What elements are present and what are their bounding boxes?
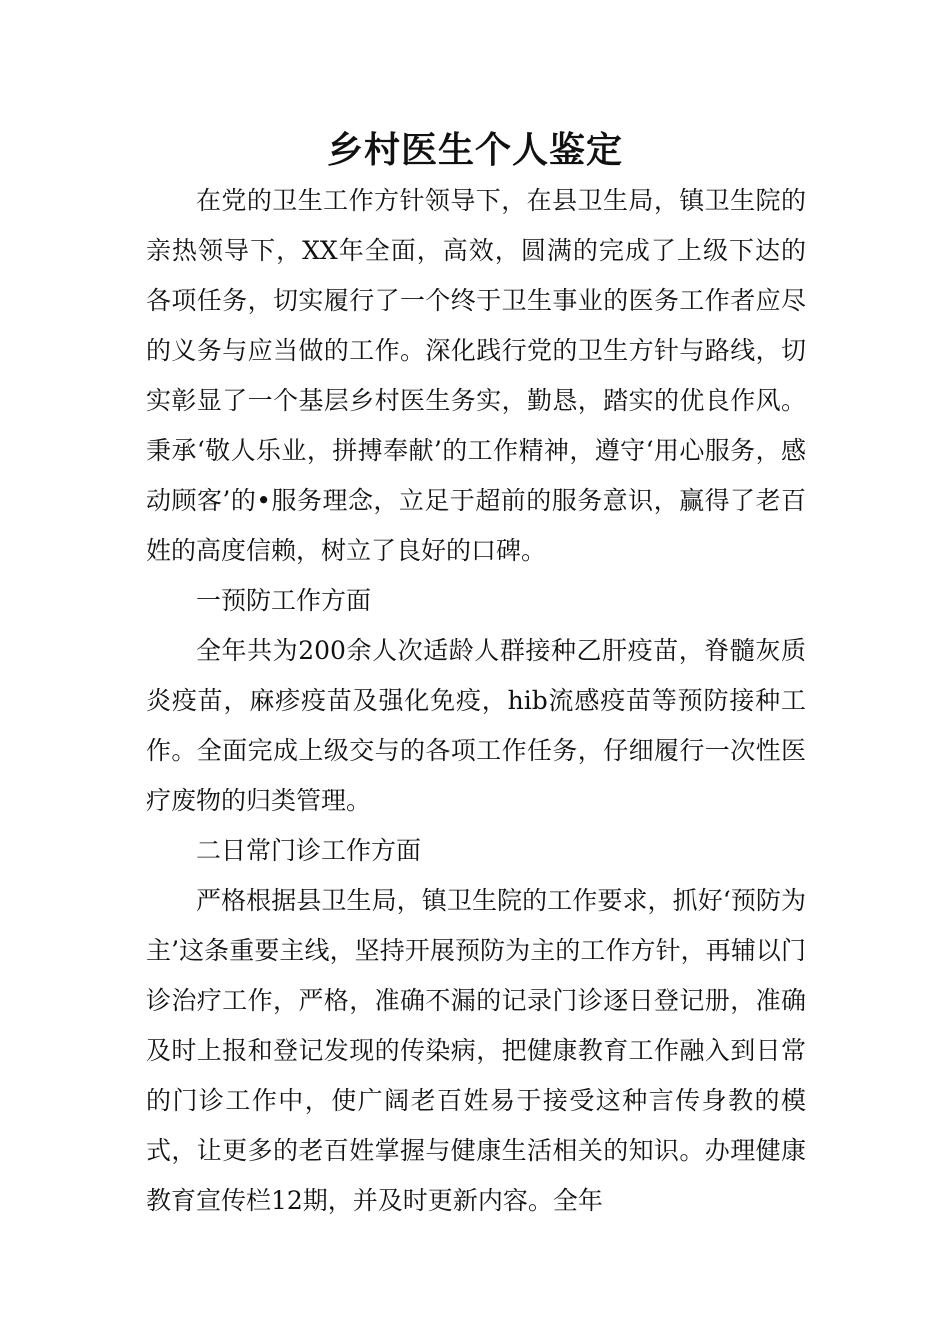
page-title: 乡村医生个人鉴定 [326,129,623,171]
document-body [146,176,806,1226]
paragraph-intro: 在党的卫生工作方针领导下，在县卫生局，镇卫生院的亲热领导下，XX年全面，高效，圆满的完成了上级下达的各项任务，切实履行了一个终于卫生事业的医务工作者应尽的义务与应当做的工作。深化践行党的卫生方针与路线，切实彰显了一个基层乡村医生务实，勤恳，踏实的优良作风。秉承‘敬人乐业，拼搏奉献’的工作精神，遵守‘用心服务，感动顾客’的•服务理念，立足于超前的服务意识，赢得了老百姓的高度信赖，树立了良好的口碑。 [146,186,806,565]
paragraph-prevention: 全年共为200余人次适龄人群接种乙肝疫苗，脊髓灰质炎疫苗，麻疹疫苗及强化免疫，hib流感疫苗等预防接种工作。全面完成上级交与的各项工作任务，仔细履行一次性医疗废物的归类管理。 [146,636,806,815]
section-heading-clinic: 二日常门诊工作方面 [196,836,422,865]
paragraph-clinic: 严格根据县卫生局，镇卫生院的工作要求，抓好‘预防为主’这条重要主线，坚持开展预防为主的工作方针，再辅以门诊治疗工作，严格，准确不漏的记录门诊逐日登记册，准确及时上报和登记发现的传染病，把健康教育工作融入到日常的门诊工作中，使广阔老百姓易于接受这种言传身教的模式，让更多的老百姓掌握与健康生活相关的知识。办理健康教育宣传栏12期，并及时更新内容。全年 [146,886,806,1215]
section-heading-prevention: 一预防工作方面 [196,586,372,615]
